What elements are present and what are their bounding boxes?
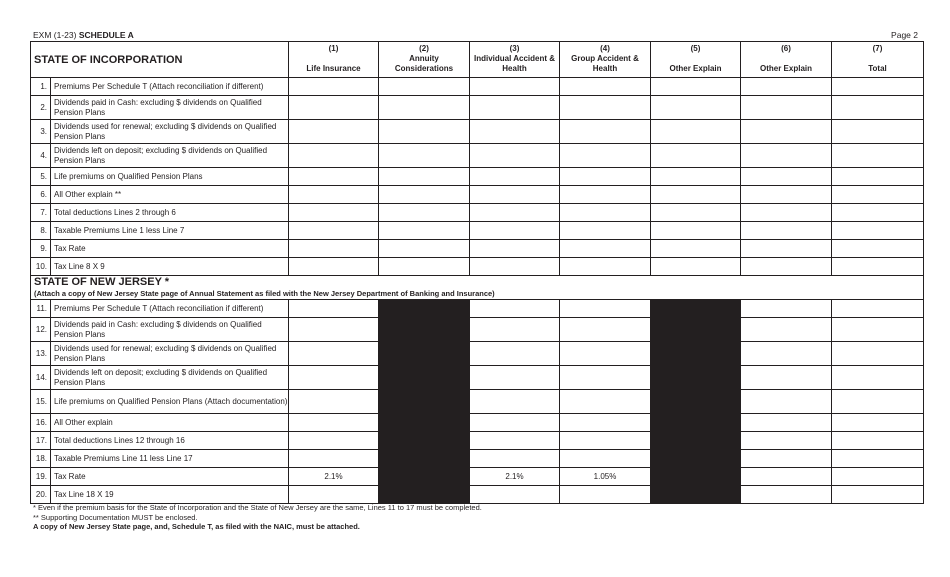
line-description: Tax Rate <box>51 468 289 486</box>
entry-cell-col-4[interactable] <box>560 450 651 468</box>
form-number: EXM (1-23) <box>33 30 77 40</box>
table-row <box>31 486 924 504</box>
table-row <box>31 186 924 204</box>
entry-cell-col-6[interactable] <box>741 414 832 432</box>
line-number: 19. <box>31 468 51 486</box>
entry-cell-col-4[interactable] <box>560 222 651 240</box>
line-description: Total deductions Lines 2 through 6 <box>51 204 289 222</box>
line-description: Premiums Per Schedule T (Attach reconciliation if different) <box>51 78 289 96</box>
shaded-cell <box>379 390 470 414</box>
column-header-row <box>31 42 924 78</box>
entry-cell-col-7[interactable] <box>832 432 924 450</box>
entry-cell-col-7[interactable] <box>832 258 924 276</box>
line-number: 16. <box>31 414 51 432</box>
line-number: 20. <box>31 486 51 504</box>
entry-cell-col-7[interactable] <box>832 366 924 390</box>
line-description: Tax Line 8 X 9 <box>51 258 289 276</box>
section-header-new-jersey <box>31 276 924 300</box>
entry-cell-col-6[interactable] <box>741 204 832 222</box>
entry-cell-col-3[interactable] <box>470 258 560 276</box>
shaded-cell <box>651 366 741 390</box>
table-row <box>31 78 924 96</box>
column-header-1: (1) Life Insurance <box>289 42 379 78</box>
shaded-cell <box>379 300 470 318</box>
entry-cell-col-6[interactable] <box>741 300 832 318</box>
line-description: All Other explain ** <box>51 186 289 204</box>
entry-cell-col-6[interactable] <box>741 258 832 276</box>
entry-cell-col-4[interactable] <box>560 318 651 342</box>
entry-cell-col-3[interactable] <box>470 366 560 390</box>
entry-cell-col-5[interactable] <box>651 240 741 258</box>
line-number: 15. <box>31 390 51 414</box>
line-description: Dividends left on deposit; excluding $ dividends on Qualified Pension Plans <box>51 366 289 390</box>
line-description: All Other explain <box>51 414 289 432</box>
table-row <box>31 240 924 258</box>
entry-cell-col-3[interactable] <box>470 318 560 342</box>
shaded-cell <box>651 342 741 366</box>
entry-cell-col-5[interactable] <box>651 78 741 96</box>
schedule-a-table <box>30 41 924 504</box>
line-description: Dividends used for renewal; excluding $ dividends on Qualified Pension Plans <box>51 342 289 366</box>
table-row <box>31 222 924 240</box>
line-description: Life premiums on Qualified Pension Plans (Attach documentation) <box>51 390 289 414</box>
line-number: 14. <box>31 366 51 390</box>
entry-cell-col-7[interactable] <box>832 78 924 96</box>
entry-cell-col-1[interactable] <box>289 78 379 96</box>
shaded-cell <box>379 486 470 504</box>
column-header-2: (2) Annuity Considerations <box>379 42 470 78</box>
line-number: 8. <box>31 222 51 240</box>
column-header-7: (7) Total <box>832 42 924 78</box>
line-number: 2. <box>31 96 51 120</box>
new-jersey-subtitle: (Attach a copy of New Jersey State page of Annual Statement as filed with the New Jersey Department of Banking and Insurance) <box>34 288 495 298</box>
entry-cell-col-4[interactable] <box>560 78 651 96</box>
shaded-cell <box>379 366 470 390</box>
entry-cell-col-6[interactable] <box>741 144 832 168</box>
shaded-cell <box>651 390 741 414</box>
entry-cell-col-1[interactable] <box>289 450 379 468</box>
shaded-cell <box>651 450 741 468</box>
table-row <box>31 390 924 414</box>
line-description: Dividends left on deposit; excluding $ dividends on Qualified Pension Plans <box>51 144 289 168</box>
table-row <box>31 366 924 390</box>
entry-cell-col-1[interactable] <box>289 486 379 504</box>
entry-cell-col-6[interactable] <box>741 78 832 96</box>
new-jersey-heading <box>31 276 924 300</box>
line-number: 4. <box>31 144 51 168</box>
entry-cell-col-3[interactable] <box>470 390 560 414</box>
entry-cell-col-1[interactable] <box>289 120 379 144</box>
entry-cell-col-1[interactable] <box>289 414 379 432</box>
entry-cell-col-3[interactable] <box>470 222 560 240</box>
entry-cell-col-1[interactable] <box>289 432 379 450</box>
shaded-cell <box>651 486 741 504</box>
line-description: Life premiums on Qualified Pension Plans <box>51 168 289 186</box>
entry-cell-col-4[interactable] <box>560 258 651 276</box>
column-header-5: (5) Other Explain <box>651 42 741 78</box>
entry-cell-col-6[interactable] <box>741 222 832 240</box>
line-description: Tax Rate <box>51 240 289 258</box>
line-description: Tax Line 18 X 19 <box>51 486 289 504</box>
entry-cell-col-1[interactable] <box>289 342 379 366</box>
footnote-3: A copy of New Jersey State page, and, Schedule T, as filed with the NAIC, must be attached. <box>33 522 360 532</box>
entry-cell-col-1[interactable] <box>289 318 379 342</box>
line-number: 7. <box>31 204 51 222</box>
entry-cell-col-1[interactable] <box>289 390 379 414</box>
shaded-cell <box>379 318 470 342</box>
line-number: 13. <box>31 342 51 366</box>
entry-cell-col-1[interactable] <box>289 222 379 240</box>
entry-cell-col-3[interactable] <box>470 96 560 120</box>
entry-cell-col-4[interactable] <box>560 168 651 186</box>
line-description: Total deductions Lines 12 through 16 <box>51 432 289 450</box>
entry-cell-col-1[interactable] <box>289 144 379 168</box>
shaded-cell <box>651 318 741 342</box>
entry-cell-col-2[interactable] <box>379 240 470 258</box>
entry-cell-col-7[interactable] <box>832 168 924 186</box>
entry-cell-col-3[interactable] <box>470 486 560 504</box>
entry-cell-col-2[interactable] <box>379 120 470 144</box>
entry-cell-col-6[interactable] <box>741 168 832 186</box>
entry-cell-col-3[interactable] <box>470 432 560 450</box>
entry-cell-col-5[interactable] <box>651 144 741 168</box>
entry-cell-col-6[interactable] <box>741 318 832 342</box>
line-number: 17. <box>31 432 51 450</box>
entry-cell-col-6[interactable] <box>741 468 832 486</box>
entry-cell-col-7[interactable] <box>832 96 924 120</box>
entry-cell-col-3[interactable] <box>470 450 560 468</box>
table-row <box>31 414 924 432</box>
entry-cell-col-4[interactable] <box>560 390 651 414</box>
entry-cell-col-7[interactable] <box>832 450 924 468</box>
entry-cell-col-4[interactable] <box>560 204 651 222</box>
entry-cell-col-7[interactable] <box>832 222 924 240</box>
table-row <box>31 120 924 144</box>
line-description: Dividends used for renewal; excluding $ dividends on Qualified Pension Plans <box>51 120 289 144</box>
entry-cell-col-5[interactable] <box>651 168 741 186</box>
entry-cell-col-3[interactable] <box>470 342 560 366</box>
entry-cell-col-3[interactable] <box>470 144 560 168</box>
shaded-cell <box>651 414 741 432</box>
section-title-incorporation: STATE OF INCORPORATION <box>31 42 289 78</box>
line-number: 9. <box>31 240 51 258</box>
form-id <box>33 30 134 40</box>
line-description: Dividends paid in Cash: excluding $ dividends on Qualified Pension Plans <box>51 96 289 120</box>
entry-cell-col-6[interactable] <box>741 120 832 144</box>
entry-cell-col-4[interactable] <box>560 366 651 390</box>
line-number: 5. <box>31 168 51 186</box>
shaded-cell <box>651 432 741 450</box>
entry-cell-col-6[interactable] <box>741 96 832 120</box>
table-row <box>31 432 924 450</box>
entry-cell-col-7[interactable] <box>832 342 924 366</box>
section-incorporation-rows <box>31 78 924 276</box>
entry-cell-col-4[interactable] <box>560 120 651 144</box>
page-number: Page 2 <box>891 30 918 40</box>
table-row <box>31 468 924 486</box>
column-header-6: (6) Other Explain <box>741 42 832 78</box>
footnotes <box>33 503 482 532</box>
entry-cell-col-1[interactable] <box>289 96 379 120</box>
entry-cell-col-4[interactable] <box>560 486 651 504</box>
shaded-cell <box>651 300 741 318</box>
line-number: 11. <box>31 300 51 318</box>
entry-cell-col-7[interactable] <box>832 414 924 432</box>
entry-cell-col-1[interactable] <box>289 240 379 258</box>
line-number: 12. <box>31 318 51 342</box>
shaded-cell <box>379 342 470 366</box>
entry-cell-col-4[interactable]: 1.05% <box>560 468 651 486</box>
entry-cell-col-1[interactable] <box>289 186 379 204</box>
entry-cell-col-6[interactable] <box>741 486 832 504</box>
new-jersey-title: STATE OF NEW JERSEY * <box>34 275 170 288</box>
entry-cell-col-3[interactable] <box>470 78 560 96</box>
entry-cell-col-7[interactable] <box>832 144 924 168</box>
entry-cell-col-4[interactable] <box>560 414 651 432</box>
entry-cell-col-2[interactable] <box>379 96 470 120</box>
column-header-4: (4) Group Accident & Health <box>560 42 651 78</box>
entry-cell-col-5[interactable] <box>651 120 741 144</box>
entry-cell-col-4[interactable] <box>560 144 651 168</box>
entry-cell-col-1[interactable] <box>289 366 379 390</box>
entry-cell-col-3[interactable]: 2.1% <box>470 468 560 486</box>
section-new-jersey-rows <box>31 300 924 504</box>
entry-cell-col-7[interactable] <box>832 300 924 318</box>
shaded-cell <box>379 432 470 450</box>
entry-cell-col-4[interactable] <box>560 186 651 204</box>
line-number: 10. <box>31 258 51 276</box>
entry-cell-col-3[interactable] <box>470 240 560 258</box>
shaded-cell <box>651 468 741 486</box>
entry-cell-col-2[interactable] <box>379 186 470 204</box>
entry-cell-col-6[interactable] <box>741 240 832 258</box>
entry-cell-col-6[interactable] <box>741 450 832 468</box>
table-row <box>31 204 924 222</box>
entry-cell-col-1[interactable] <box>289 204 379 222</box>
entry-cell-col-3[interactable] <box>470 204 560 222</box>
entry-cell-col-4[interactable] <box>560 432 651 450</box>
line-number: 6. <box>31 186 51 204</box>
entry-cell-col-1[interactable] <box>289 168 379 186</box>
shaded-cell <box>379 450 470 468</box>
line-number: 1. <box>31 78 51 96</box>
entry-cell-col-2[interactable] <box>379 258 470 276</box>
entry-cell-col-3[interactable] <box>470 186 560 204</box>
entry-cell-col-5[interactable] <box>651 96 741 120</box>
shaded-cell <box>379 468 470 486</box>
schedule-title: SCHEDULE A <box>78 30 134 40</box>
entry-cell-col-7[interactable] <box>832 486 924 504</box>
entry-cell-col-3[interactable] <box>470 168 560 186</box>
entry-cell-col-7[interactable] <box>832 120 924 144</box>
table-row <box>31 168 924 186</box>
entry-cell-col-7[interactable] <box>832 240 924 258</box>
table-row <box>31 342 924 366</box>
entry-cell-col-7[interactable] <box>832 204 924 222</box>
entry-cell-col-2[interactable] <box>379 222 470 240</box>
table-row <box>31 258 924 276</box>
entry-cell-col-7[interactable] <box>832 390 924 414</box>
entry-cell-col-3[interactable] <box>470 120 560 144</box>
entry-cell-col-1[interactable] <box>289 300 379 318</box>
table-row <box>31 300 924 318</box>
line-description: Dividends paid in Cash: excluding $ dividends on Qualified Pension Plans <box>51 318 289 342</box>
entry-cell-col-4[interactable] <box>560 240 651 258</box>
entry-cell-col-4[interactable] <box>560 342 651 366</box>
entry-cell-col-5[interactable] <box>651 258 741 276</box>
entry-cell-col-6[interactable] <box>741 432 832 450</box>
entry-cell-col-3[interactable] <box>470 300 560 318</box>
line-description: Taxable Premiums Line 1 less Line 7 <box>51 222 289 240</box>
shaded-cell <box>379 414 470 432</box>
entry-cell-col-4[interactable] <box>560 96 651 120</box>
entry-cell-col-4[interactable] <box>560 300 651 318</box>
entry-cell-col-5[interactable] <box>651 204 741 222</box>
entry-cell-col-7[interactable] <box>832 186 924 204</box>
entry-cell-col-5[interactable] <box>651 186 741 204</box>
table-row <box>31 96 924 120</box>
entry-cell-col-3[interactable] <box>470 414 560 432</box>
entry-cell-col-7[interactable] <box>832 318 924 342</box>
line-description: Premiums Per Schedule T (Attach reconciliation if different) <box>51 300 289 318</box>
entry-cell-col-2[interactable] <box>379 204 470 222</box>
table-row <box>31 318 924 342</box>
entry-cell-col-1[interactable] <box>289 258 379 276</box>
entry-cell-col-6[interactable] <box>741 390 832 414</box>
column-header-3: (3) Individual Accident & Health <box>470 42 560 78</box>
entry-cell-col-7[interactable] <box>832 468 924 486</box>
footnote-2: ** Supporting Documentation MUST be enclosed. <box>33 512 198 522</box>
entry-cell-col-2[interactable] <box>379 144 470 168</box>
table-row <box>31 144 924 168</box>
entry-cell-col-6[interactable] <box>741 366 832 390</box>
line-number: 3. <box>31 120 51 144</box>
entry-cell-col-2[interactable] <box>379 168 470 186</box>
line-number: 18. <box>31 450 51 468</box>
entry-cell-col-2[interactable] <box>379 78 470 96</box>
table-row <box>31 450 924 468</box>
entry-cell-col-6[interactable] <box>741 186 832 204</box>
line-description: Taxable Premiums Line 11 less Line 17 <box>51 450 289 468</box>
entry-cell-col-1[interactable]: 2.1% <box>289 468 379 486</box>
footnote-1: * Even if the premium basis for the State of Incorporation and the State of New Jersey are the same, Lines 11 to 17 must be completed. <box>33 503 482 512</box>
entry-cell-col-5[interactable] <box>651 222 741 240</box>
entry-cell-col-6[interactable] <box>741 342 832 366</box>
